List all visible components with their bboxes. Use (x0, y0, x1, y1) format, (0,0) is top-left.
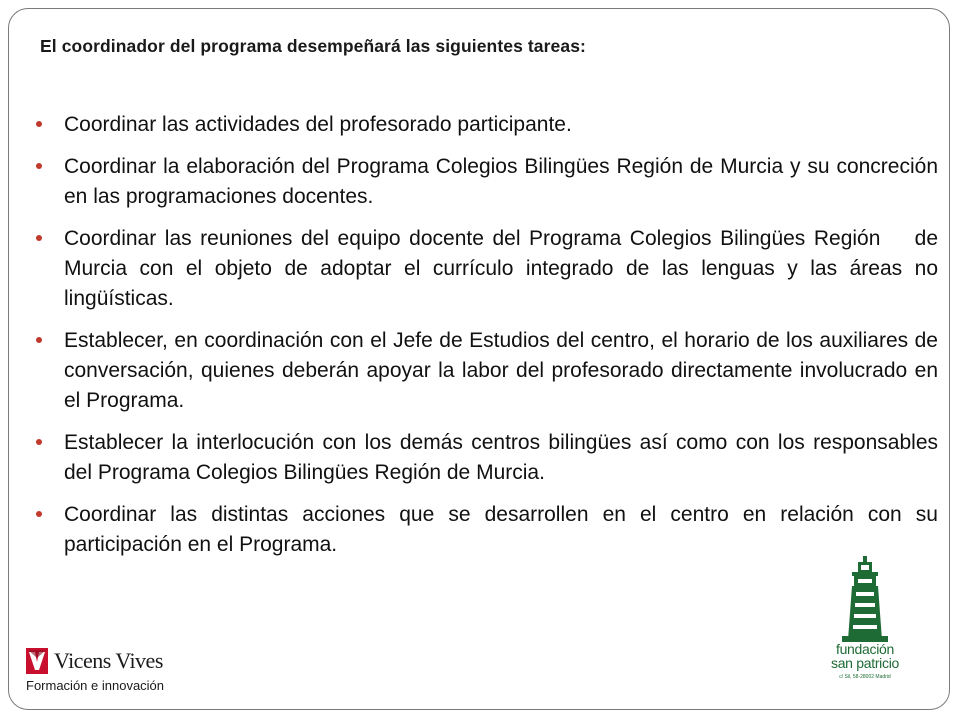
list-item-text: Coordinar la elaboración del Programa Colegios Bilingües Región de Murcia y su concreción en las programaciones docentes. (64, 155, 938, 208)
page-title: El coordinador del programa desempeñará las siguientes tareas: (40, 36, 586, 56)
list-item-text: Coordinar las actividades del profesorado participante. (64, 113, 572, 136)
lighthouse-icon (832, 556, 898, 642)
list-item (36, 428, 938, 488)
bullet-icon (36, 235, 42, 241)
fundacion-name (820, 642, 910, 670)
task-list (36, 110, 944, 572)
vicens-vives-tagline: Formación e innovación (26, 678, 165, 693)
list-item-text: Establecer, en coordinación con el Jefe de Estudios del centro, el horario de los auxiliares de conversación, quienes deberán apoyar la labor del profesorado directamente involucrado en el Programa. (64, 329, 938, 412)
fundacion-line1: fundación (835, 641, 895, 657)
list-item (36, 152, 938, 212)
list-item (36, 224, 944, 314)
vicens-vives-logo (26, 648, 176, 694)
list-item (36, 110, 938, 140)
bullet-icon (36, 121, 42, 127)
list-item-text: Coordinar las reuniones del equipo docente del Programa Colegios Bilingües Región de Murcia con el objeto de adoptar el currículo integrado de las lenguas y las áreas no lingüísticas. (64, 227, 944, 310)
fundacion-address: c/ Sil, 58-28002 Madrid (839, 674, 891, 680)
bullet-icon (36, 337, 42, 343)
list-item-text: Establecer la interlocución con los demás centros bilingües así como con los responsables del Programa Colegios Bilingües Región de Murcia. (64, 431, 938, 484)
bullet-icon (36, 163, 42, 169)
bullet-icon (36, 439, 42, 445)
vicens-vives-logo-icon (26, 648, 48, 674)
list-item (36, 326, 938, 416)
fundacion-san-patricio-logo (820, 556, 910, 686)
fundacion-line2: san patricio (831, 655, 899, 671)
vicens-vives-name: Vicens Vives (54, 648, 163, 673)
list-item (36, 500, 938, 560)
list-item-text: Coordinar las distintas acciones que se desarrollen en el centro en relación con su participación en el Programa. (64, 503, 938, 556)
bullet-icon (36, 511, 42, 517)
